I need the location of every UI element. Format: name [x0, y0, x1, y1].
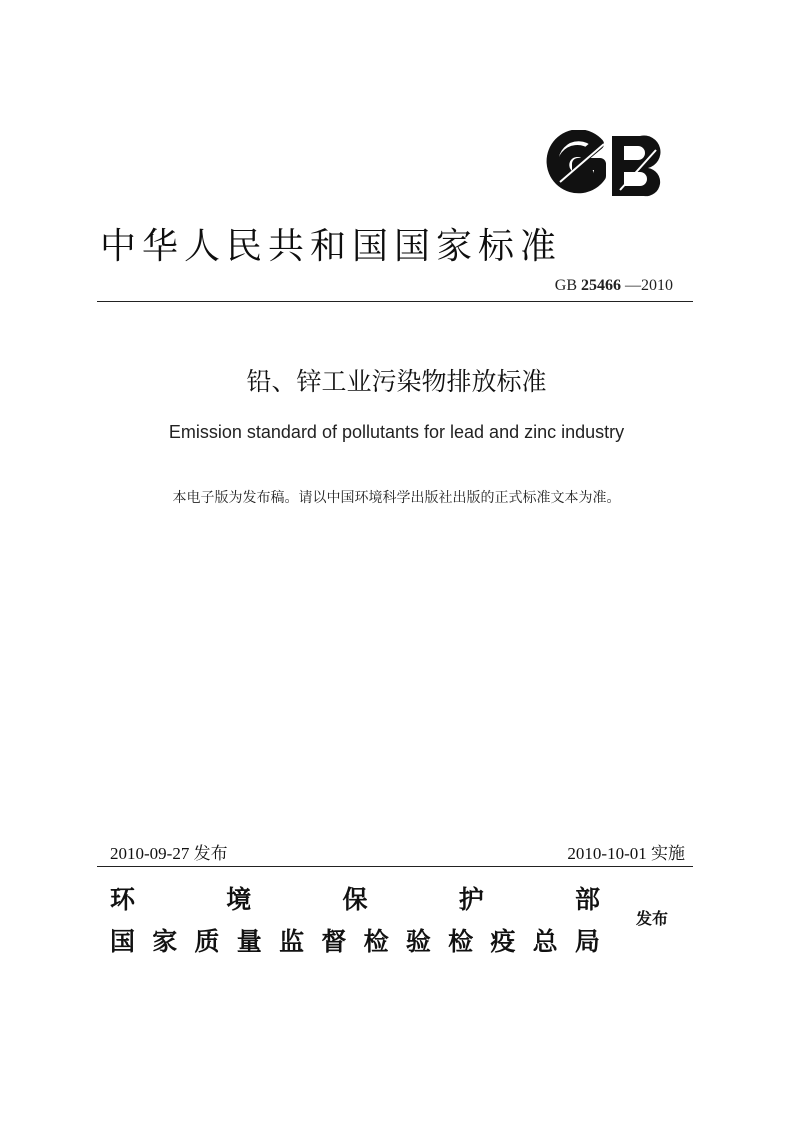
issuer-char: 局	[574, 927, 600, 956]
issuer-mep	[110, 880, 600, 916]
issuer-char: 疫	[490, 927, 516, 956]
issuer-char: 督	[321, 927, 347, 956]
gb-logo	[540, 130, 670, 202]
standard-prefix: GB	[554, 277, 577, 294]
bottom-divider	[97, 866, 693, 867]
title-chinese: 铅、锌工业污染物排放标准	[246, 367, 547, 396]
standard-code: 25466	[581, 277, 621, 294]
national-standard-heading: 中华人民共和国国家标准	[100, 226, 563, 267]
issuer-char: 检	[448, 927, 474, 956]
standard-number	[555, 277, 673, 295]
issuer-char: 护	[458, 885, 484, 914]
issuer-char: 环	[110, 885, 136, 914]
issuer-char: 保	[342, 885, 368, 914]
top-divider	[97, 301, 693, 302]
issuer-char: 质	[194, 927, 220, 956]
standard-year: —2010	[625, 277, 673, 294]
edition-note: 本电子版为发布稿。请以中国环境科学出版社出版的正式标准文本为准。	[172, 490, 621, 506]
publish-date: 2010-09-27 发布	[110, 844, 228, 863]
issue-label: 发布	[636, 909, 669, 928]
issuer-char: 境	[226, 885, 252, 914]
issuer-aqsiq	[110, 922, 600, 958]
issuer-char: 监	[279, 927, 305, 956]
issuer-char: 检	[363, 927, 389, 956]
issuer-char: 总	[532, 927, 558, 956]
implement-date: 2010-10-01 实施	[567, 844, 685, 863]
issuer-char: 量	[236, 927, 262, 956]
issuer-char: 家	[152, 927, 178, 956]
title-english: Emission standard of pollutants for lead and zinc industry	[168, 422, 625, 442]
issuer-char: 部	[574, 885, 600, 914]
issuer-char: 国	[110, 927, 136, 956]
issuer-char: 验	[405, 927, 431, 956]
